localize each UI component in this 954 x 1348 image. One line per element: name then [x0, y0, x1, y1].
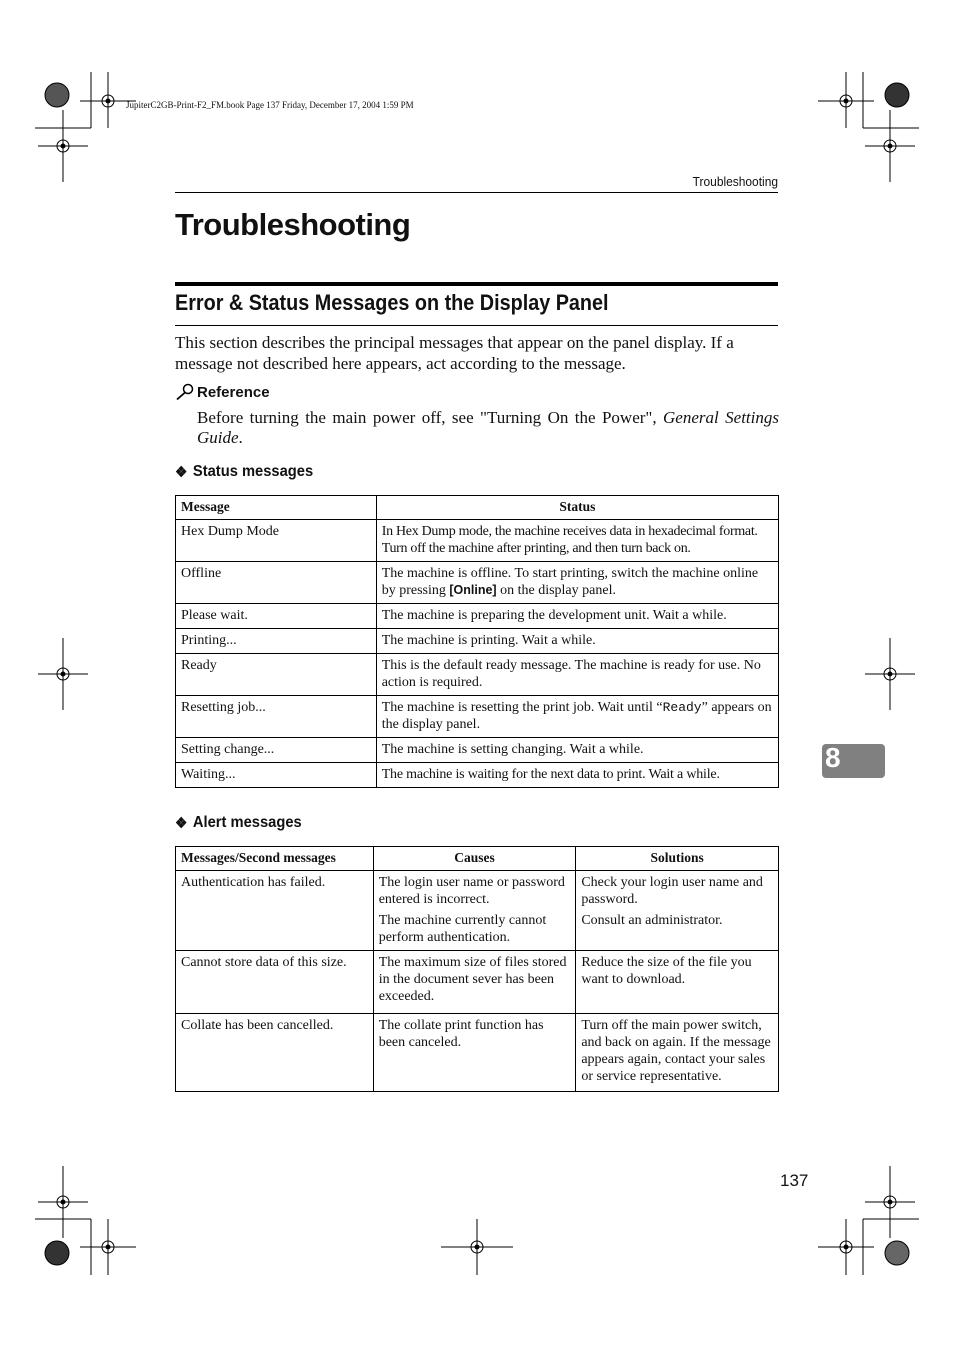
reference-text-tail: .: [238, 428, 243, 447]
message-cell: Printing...: [176, 629, 377, 654]
table-row: [176, 562, 779, 604]
reference-heading: [175, 383, 270, 401]
alert-messages-label: Alert messages: [192, 814, 302, 831]
status-messages-table: [175, 495, 779, 788]
column-header: Status: [376, 496, 778, 520]
status-text: The machine is resetting the print job. Wait until “: [381, 700, 663, 715]
status-text: on the display panel.: [496, 583, 616, 598]
cause-cell: [373, 871, 576, 951]
table-row: [176, 654, 779, 696]
book-info: JupiterC2GB-Print-F2_FM.book Page 137 Friday, December 17, 2004 1:59 PM: [126, 100, 414, 110]
alert-messages-heading: [175, 814, 302, 832]
section-title: Error & Status Messages on the Display Panel: [175, 290, 609, 315]
reference-icon: [175, 383, 195, 401]
status-cell: The machine is preparing the development unit. Wait a while.: [376, 604, 778, 629]
table-row: [176, 871, 779, 951]
status-messages-heading: [175, 463, 313, 481]
status-cell: The machine is setting changing. Wait a while.: [376, 738, 778, 763]
column-header: Messages/Second messages: [176, 847, 374, 871]
page-number: 137: [780, 1171, 809, 1190]
reference-text: [197, 408, 779, 448]
intro-paragraph: This section describes the principal messages that appear on the panel display. If a message not described here appears, act according to the message.: [175, 333, 734, 373]
section-rule-top: [175, 282, 778, 286]
table-row: [176, 951, 779, 1014]
solution-cell: Reduce the size of the file you want to download.: [576, 951, 779, 1014]
reference-guide-title: General Settings Guide: [197, 408, 779, 447]
status-messages-label: Status messages: [192, 463, 314, 480]
message-cell: Resetting job...: [176, 696, 377, 738]
table-row: [176, 696, 779, 738]
message-cell: Authentication has failed.: [176, 871, 374, 951]
reference-label: Reference: [197, 383, 270, 401]
table-row: [176, 763, 779, 788]
solution-cell: Turn off the main power switch, and back on again. If the message appears again, contact your sales or service representative.: [576, 1014, 779, 1092]
reference-text-lead: Before turning the main power off, see "Turning On the Power",: [197, 408, 664, 427]
solution-text: Consult an administrator.: [581, 913, 723, 928]
cause-text: The machine currently cannot perform authentication.: [378, 913, 547, 945]
status-text: ” appears on the display panel.: [381, 700, 772, 732]
solution-text: Check your login user name and password.: [581, 875, 763, 907]
status-cell: [376, 562, 778, 604]
message-cell: Collate has been cancelled.: [176, 1014, 374, 1092]
alert-messages-table: [175, 846, 779, 1092]
message-cell: Cannot store data of this size.: [176, 951, 374, 1014]
table-header-row: [176, 496, 779, 520]
diamond-bullet-icon: ❖: [175, 815, 188, 832]
cause-cell: The collate print function has been canceled.: [373, 1014, 576, 1092]
status-cell: The machine is printing. Wait a while.: [376, 629, 778, 654]
ready-display-text: Ready: [662, 700, 702, 715]
message-cell: Waiting...: [176, 763, 377, 788]
table-row: [176, 604, 779, 629]
message-cell: Ready: [176, 654, 377, 696]
cause-cell: The maximum size of files stored in the document sever has been exceeded.: [373, 951, 576, 1014]
column-header: Causes: [373, 847, 576, 871]
table-row: [176, 1014, 779, 1092]
table-header-row: [176, 847, 779, 871]
status-cell: This is the default ready message. The machine is ready for use. No action is required.: [376, 654, 778, 696]
table-row: [176, 738, 779, 763]
column-header: Solutions: [576, 847, 779, 871]
running-header: Troubleshooting: [692, 174, 778, 189]
chapter-number: 8: [825, 742, 841, 773]
message-cell: Setting change...: [176, 738, 377, 763]
online-key-label: [Online]: [449, 583, 497, 597]
chapter-tab: [822, 744, 885, 778]
message-cell: Please wait.: [176, 604, 377, 629]
status-cell: In Hex Dump mode, the machine receives data in hexadecimal format. Turn off the machine after printing, and then turn back on.: [376, 520, 778, 562]
status-cell: [376, 696, 778, 738]
status-text: The machine is offline. To start printing, switch the machine online by pressing: [381, 566, 759, 598]
table-row: [176, 520, 779, 562]
message-cell: Offline: [176, 562, 377, 604]
section-rule-bottom: [175, 325, 778, 326]
header-rule: [175, 192, 778, 193]
column-header: Message: [176, 496, 377, 520]
page-title: Troubleshooting: [175, 207, 411, 242]
diamond-bullet-icon: ❖: [175, 464, 188, 481]
cause-text: The login user name or password entered is incorrect.: [378, 875, 565, 907]
table-row: [176, 629, 779, 654]
solution-cell: [576, 871, 779, 951]
status-cell: The machine is waiting for the next data to print. Wait a while.: [376, 763, 778, 788]
message-cell: Hex Dump Mode: [176, 520, 377, 562]
